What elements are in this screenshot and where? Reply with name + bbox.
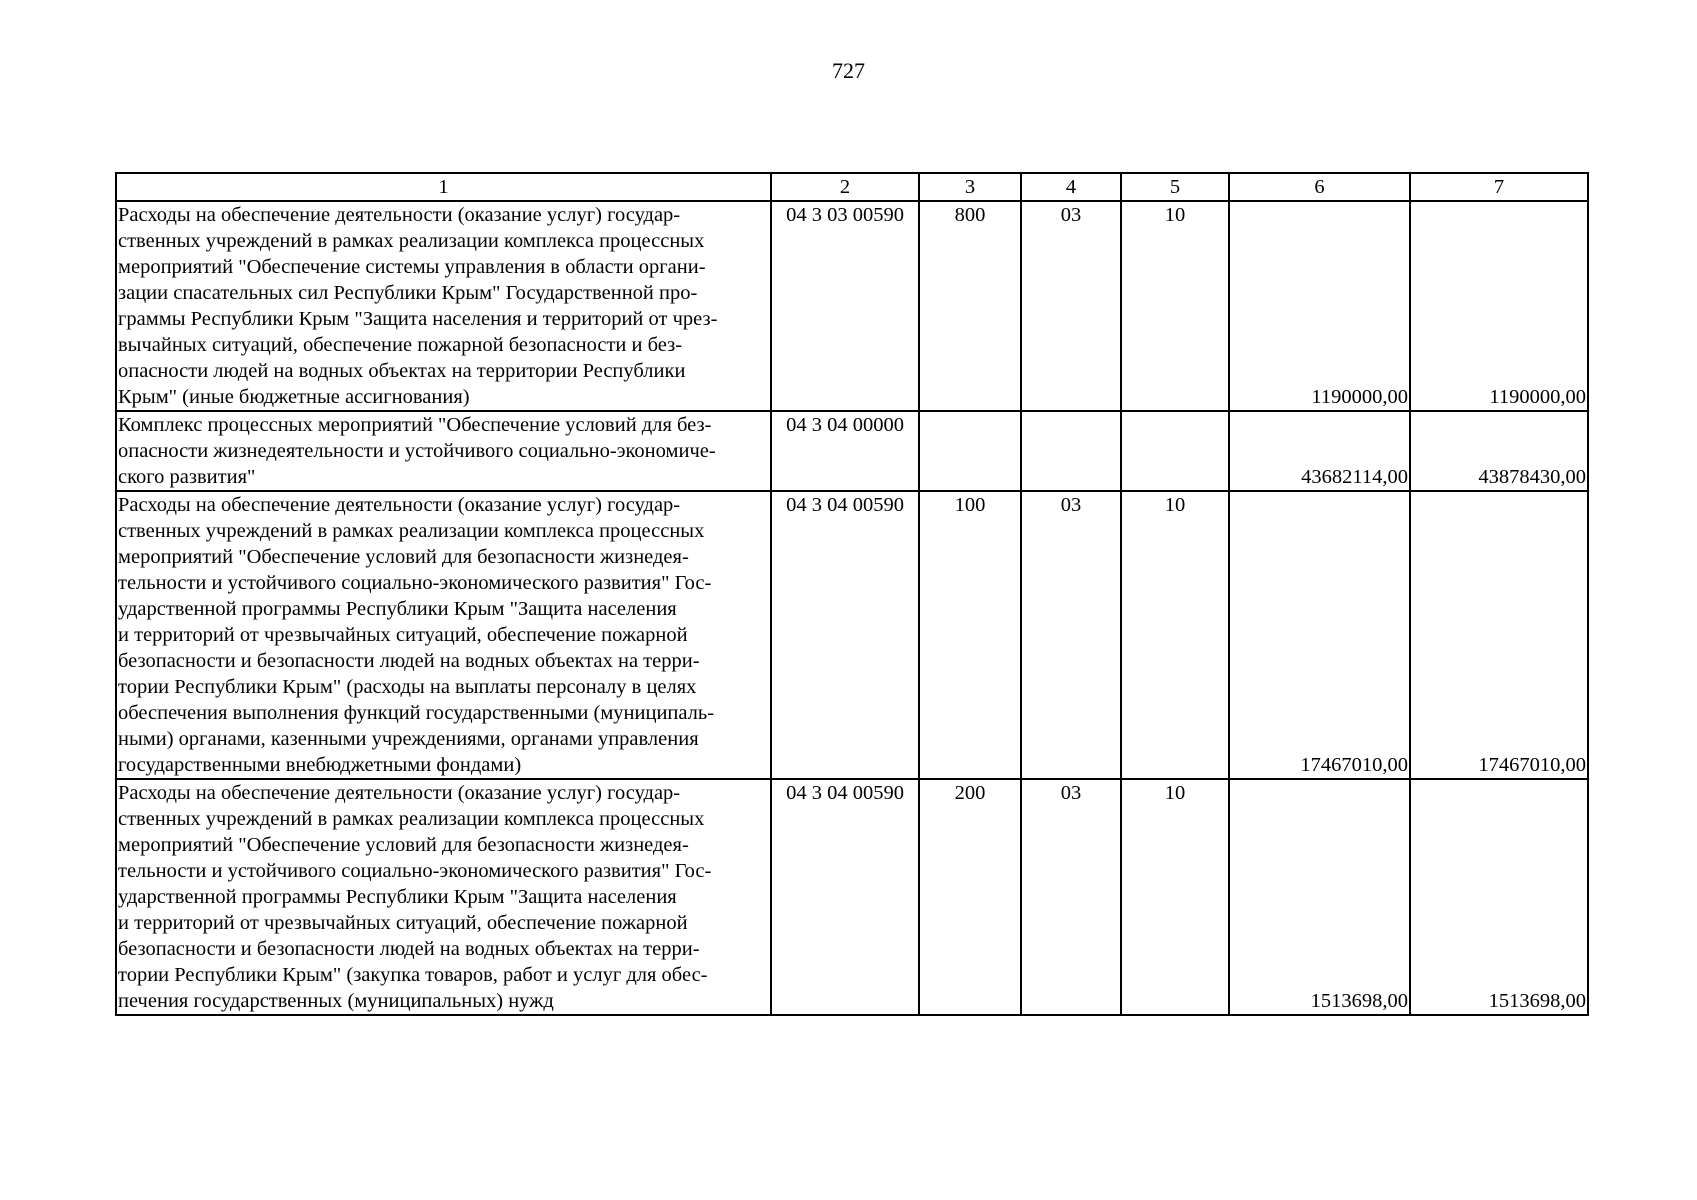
description-line: мероприятий "Обеспечение условий для безопасности жизнедея-	[118, 834, 689, 856]
subsection-cell: 10	[1121, 779, 1229, 1015]
section-cell: 03	[1021, 201, 1121, 411]
description-line: Комплекс процессных мероприятий "Обеспечение условий для без-	[118, 414, 712, 436]
description-line: тельности и устойчивого социально-экономического развития" Гос-	[118, 572, 712, 594]
budget-code-cell: 04 3 04 00590	[771, 779, 919, 1015]
table-row	[116, 201, 1588, 411]
description-cell	[116, 411, 771, 491]
description-line: ударственной программы Республики Крым "Защита населения	[118, 598, 677, 620]
amount-col7-cell: 17467010,00	[1410, 491, 1588, 779]
expense-type-cell: 800	[919, 201, 1021, 411]
amount-col7-cell: 43878430,00	[1410, 411, 1588, 491]
amount-col6-cell: 43682114,00	[1229, 411, 1410, 491]
description-line: ными) органами, казенными учреждениями, органами управления	[118, 728, 699, 750]
description-line: тории Республики Крым" (закупка товаров, работ и услуг для обес-	[118, 964, 708, 986]
description-line: Расходы на обеспечение деятельности (оказание услуг) государ-	[118, 494, 681, 516]
description-line: обеспечения выполнения функций государственными (муниципаль-	[118, 702, 715, 724]
description-line: ударственной программы Республики Крым "Защита населения	[118, 886, 677, 908]
description-line: ственных учреждений в рамках реализации комплекса процессных	[118, 230, 705, 252]
description-line: опасности людей на водных объектах на территории Республики	[118, 360, 686, 382]
description-line: тории Республики Крым" (расходы на выплаты персоналу в целях	[118, 676, 697, 698]
description-line: Расходы на обеспечение деятельности (оказание услуг) государ-	[118, 782, 681, 804]
header-cell-3: 3	[919, 173, 1021, 201]
header-cell-7: 7	[1410, 173, 1588, 201]
subsection-cell	[1121, 411, 1229, 491]
amount-col6-cell: 1513698,00	[1229, 779, 1410, 1015]
subsection-cell: 10	[1121, 491, 1229, 779]
amount-col7-cell: 1190000,00	[1410, 201, 1588, 411]
budget-code-cell: 04 3 04 00000	[771, 411, 919, 491]
description-cell	[116, 491, 771, 779]
description-line: ственных учреждений в рамках реализации комплекса процессных	[118, 808, 705, 830]
amount-col7-cell: 1513698,00	[1410, 779, 1588, 1015]
budget-code-cell: 04 3 03 00590	[771, 201, 919, 411]
description-line: государственными внебюджетными фондами)	[118, 754, 522, 776]
section-cell: 03	[1021, 779, 1121, 1015]
section-cell	[1021, 411, 1121, 491]
description-line: печения государственных (муниципальных) нужд	[118, 990, 554, 1012]
page-number: 727	[832, 58, 865, 83]
description-line: опасности жизнедеятельности и устойчивого социально-экономиче-	[118, 440, 716, 462]
expense-type-cell: 200	[919, 779, 1021, 1015]
section-cell: 03	[1021, 491, 1121, 779]
budget-code-cell: 04 3 04 00590	[771, 491, 919, 779]
table-row	[116, 491, 1588, 779]
description-line: тельности и устойчивого социально-экономического развития" Гос-	[118, 860, 712, 882]
description-line: ственных учреждений в рамках реализации комплекса процессных	[118, 520, 705, 542]
header-cell-6: 6	[1229, 173, 1410, 201]
description-line: ского развития"	[118, 466, 256, 488]
subsection-cell: 10	[1121, 201, 1229, 411]
amount-col6-cell: 17467010,00	[1229, 491, 1410, 779]
description-cell	[116, 779, 771, 1015]
description-line: и территорий от чрезвычайных ситуаций, обеспечение пожарной	[118, 624, 688, 646]
header-cell-4: 4	[1021, 173, 1121, 201]
description-line: мероприятий "Обеспечение системы управления в области органи-	[118, 256, 706, 278]
table-header-row	[116, 173, 1588, 201]
description-line: безопасности и безопасности людей на водных объектах на терри-	[118, 650, 700, 672]
header-cell-2: 2	[771, 173, 919, 201]
table-row	[116, 779, 1588, 1015]
description-line: зации спасательных сил Республики Крым" Государственной про-	[118, 282, 698, 304]
description-cell	[116, 201, 771, 411]
description-line: Крым" (иные бюджетные ассигнования)	[118, 386, 470, 408]
amount-col6-cell: 1190000,00	[1229, 201, 1410, 411]
budget-table	[115, 172, 1589, 1016]
header-cell-1: 1	[116, 173, 771, 201]
description-line: безопасности и безопасности людей на водных объектах на терри-	[118, 938, 700, 960]
description-line: мероприятий "Обеспечение условий для безопасности жизнедея-	[118, 546, 689, 568]
table-body	[116, 173, 1588, 1015]
header-cell-5: 5	[1121, 173, 1229, 201]
description-line: и территорий от чрезвычайных ситуаций, обеспечение пожарной	[118, 912, 688, 934]
description-line: вычайных ситуаций, обеспечение пожарной безопасности и без-	[118, 334, 683, 356]
table-row	[116, 411, 1588, 491]
expense-type-cell: 100	[919, 491, 1021, 779]
expense-type-cell	[919, 411, 1021, 491]
description-line: граммы Республики Крым "Защита населения и территорий от чрез-	[118, 308, 718, 330]
description-line: Расходы на обеспечение деятельности (оказание услуг) государ-	[118, 204, 681, 226]
